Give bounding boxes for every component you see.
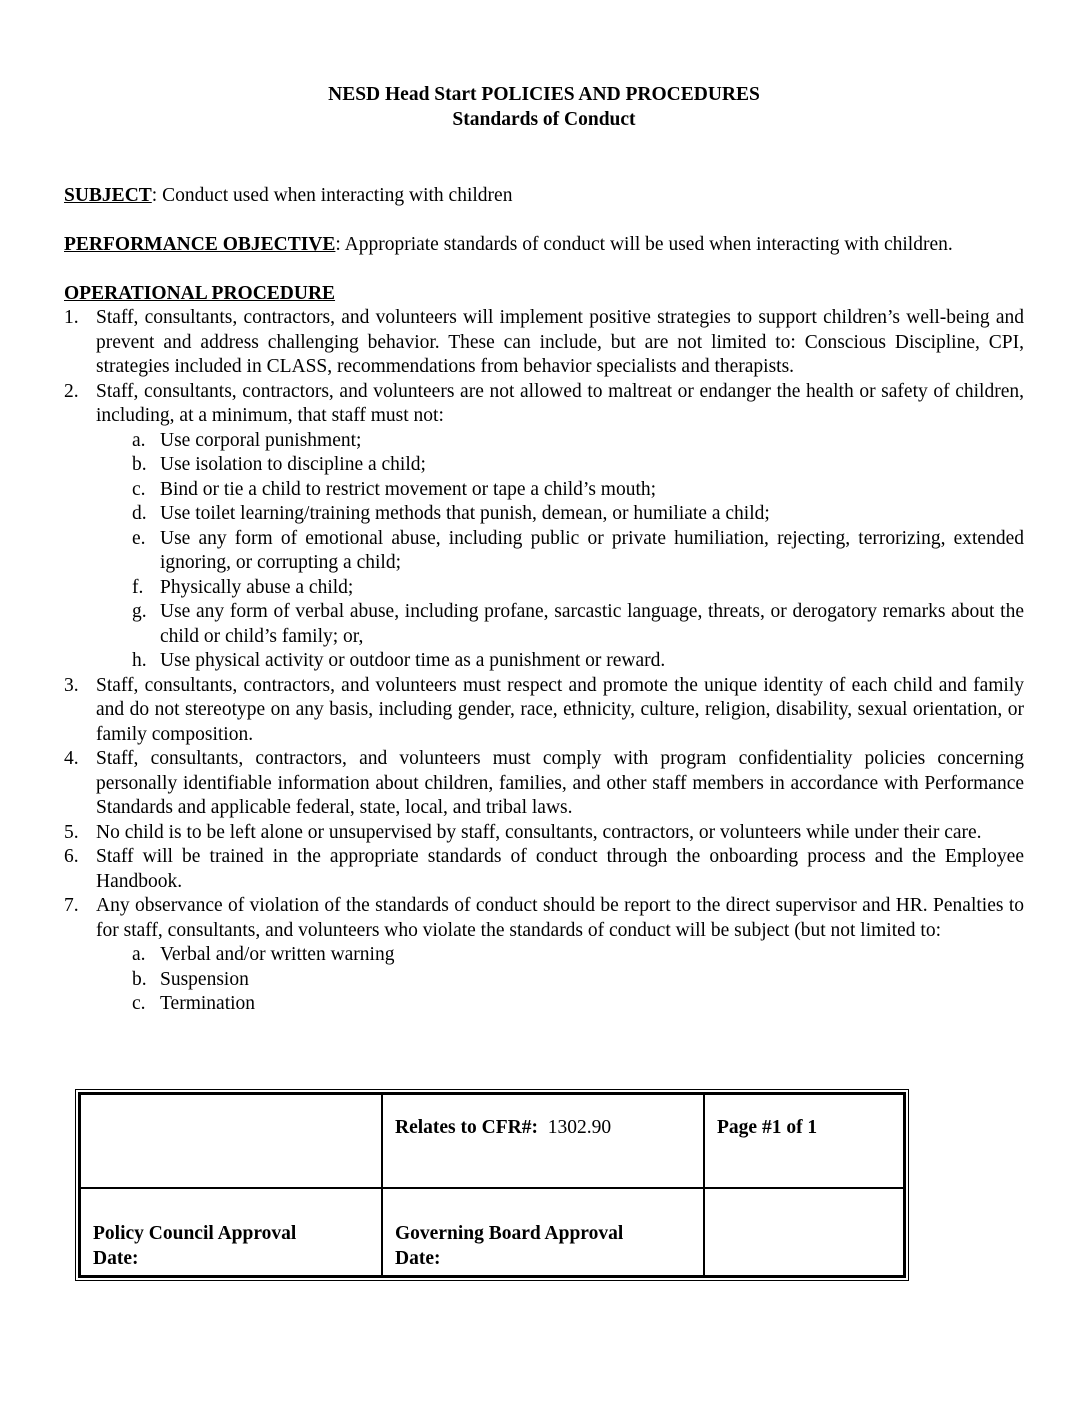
procedure-subitem-letter: a.	[132, 944, 146, 965]
procedure-subitem-letter: b.	[132, 454, 147, 475]
page-number-cell	[704, 1094, 904, 1188]
policy-council-cell	[80, 1188, 382, 1276]
empty-cell	[80, 1094, 382, 1188]
procedure-item	[64, 380, 1024, 429]
cfr-value: 1302.90	[547, 1117, 612, 1138]
procedure-subitem	[64, 527, 1024, 576]
procedure-subitem	[64, 992, 1024, 1017]
procedure-item-text: Staff, consultants, contractors, and volunteers will implement positive strategies to support children’s well-being and prevent and address challenging behavior. These can include, but are not limited to: Conscious Discipline, CPI, strategies included in CLASS, recommendations from behavior specialists and therapists.	[96, 307, 1024, 377]
cfr-cell	[382, 1094, 704, 1188]
procedure-subitem-letter: g.	[132, 601, 147, 622]
procedure-subitem-text: Use any form of verbal abuse, including profane, sarcastic language, threats, or derogatory remarks about the child or child’s family; or,	[160, 601, 1024, 647]
procedure-item	[64, 747, 1024, 821]
procedure-item-number: 5.	[64, 821, 79, 843]
procedure-subitem-text: Bind or tie a child to restrict movement or tape a child’s mouth;	[160, 478, 657, 500]
performance-objective-text: : Appropriate standards of conduct will be used when interacting with children.	[335, 234, 953, 255]
procedure-subitem	[64, 968, 1024, 993]
procedure-subitem	[64, 600, 1024, 649]
procedure-subitem-text: Termination	[160, 993, 256, 1014]
procedure-subitem-text: Use toilet learning/training methods that punish, demean, or humiliate a child;	[160, 503, 770, 524]
governing-board-cell	[382, 1188, 704, 1276]
procedure-item-number: 2.	[64, 380, 79, 402]
governing-board-date-label: Date:	[395, 1248, 441, 1269]
procedure-item-number: 4.	[64, 748, 79, 769]
subject-text: : Conduct used when interacting with children	[151, 185, 513, 206]
procedure-item	[64, 845, 1024, 894]
procedure-subitem	[64, 943, 1024, 968]
procedure-item	[64, 821, 1024, 846]
procedure-subitem-letter: c.	[132, 993, 146, 1014]
procedure-subitem-text: Verbal and/or written warning	[160, 944, 395, 965]
operational-procedure-label: OPERATIONAL PROCEDURE	[64, 283, 336, 304]
approval-table	[75, 1089, 909, 1281]
procedure-item-text: Staff, consultants, contractors, and volunteers must comply with program confidentiality policies concerning personally identifiable information about children, families, and other staff members in accordance with Performance Standards and applicable federal, state, local, and tribal laws.	[96, 748, 1024, 818]
procedure-item-text: No child is to be left alone or unsupervised by staff, consultants, contractors, or volunteers while under their care.	[96, 821, 982, 843]
procedure-item	[64, 306, 1024, 380]
cfr-label: Relates to CFR#:	[395, 1117, 538, 1138]
procedure-item	[64, 894, 1024, 943]
procedure-subitem-letter: b.	[132, 968, 147, 990]
procedure-item	[64, 674, 1024, 748]
procedure-subitem-text: Use corporal punishment;	[160, 429, 362, 451]
approval-table-row	[80, 1094, 904, 1188]
procedure-subitem-letter: h.	[132, 650, 147, 671]
policy-council-label: Policy Council Approval	[93, 1223, 297, 1244]
procedure-subitem-text: Use physical activity or outdoor time as a punishment or reward.	[160, 650, 666, 671]
procedure-subitem	[64, 453, 1024, 478]
document-subtitle: Standards of Conduct	[452, 109, 636, 130]
procedure-subitem-letter: f.	[132, 576, 144, 598]
procedure-subitem-letter: c.	[132, 478, 146, 500]
empty-cell	[704, 1188, 904, 1276]
procedure-item-number: 1.	[64, 307, 79, 328]
procedure-subitem-letter: a.	[132, 429, 146, 451]
procedure-subitem	[64, 649, 1024, 674]
procedure-item-text: Any observance of violation of the standards of conduct should be report to the direct supervisor and HR. Penalties to for staff, consultants, and volunteers who violate the standards of conduct will be subject (but not limited to:	[96, 895, 1024, 941]
procedure-list	[64, 306, 1024, 1017]
procedure-subitem-text: Physically abuse a child;	[160, 576, 354, 598]
procedure-subitem	[64, 502, 1024, 527]
approval-table-row	[80, 1188, 904, 1276]
procedure-subitem	[64, 429, 1024, 454]
procedure-subitem-text: Suspension	[160, 968, 249, 990]
procedure-subitem-letter: e.	[132, 527, 146, 549]
procedure-item-text: Staff, consultants, contractors, and volunteers must respect and promote the unique identity of each child and family and do not stereotype on any basis, including gender, race, ethnicity, culture, religion, disability, sexual orientation, or family composition.	[96, 674, 1024, 745]
subject-label: SUBJECT	[64, 185, 152, 206]
governing-board-label: Governing Board Approval	[395, 1223, 624, 1244]
procedure-subitem	[64, 576, 1024, 601]
procedure-subitem	[64, 478, 1024, 503]
performance-objective-label: PERFORMANCE OBJECTIVE	[64, 234, 336, 255]
document-title: NESD Head Start POLICIES AND PROCEDURES	[328, 84, 760, 105]
procedure-item-text: Staff, consultants, contractors, and volunteers are not allowed to maltreat or endanger the health or safety of children, including, at a minimum, that staff must not:	[96, 380, 1024, 426]
performance-objective-line	[64, 233, 953, 258]
procedure-item-number: 7.	[64, 895, 79, 916]
procedure-subitem-text: Use isolation to discipline a child;	[160, 454, 426, 475]
page-number: Page #1 of 1	[717, 1117, 818, 1138]
procedure-subitem-letter: d.	[132, 503, 147, 524]
procedure-item-number: 6.	[64, 846, 79, 867]
procedure-item-text: Staff will be trained in the appropriate standards of conduct through the onboarding process and the Employee Handbook.	[96, 846, 1024, 892]
procedure-item-number: 3.	[64, 674, 79, 696]
subject-line	[64, 184, 512, 209]
operational-procedure-heading	[64, 282, 335, 307]
procedure-subitem-text: Use any form of emotional abuse, including public or private humiliation, rejecting, terrorizing, extended ignoring, or corrupting a child;	[160, 527, 1024, 573]
policy-council-date-label: Date:	[93, 1248, 139, 1269]
